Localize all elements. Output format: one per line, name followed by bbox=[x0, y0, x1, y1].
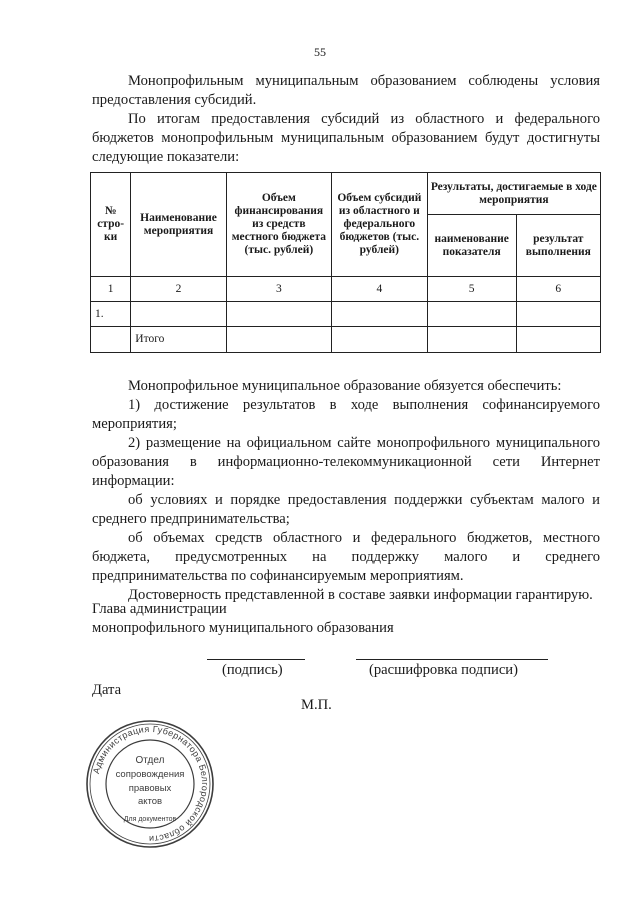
table-row-total bbox=[91, 327, 601, 353]
number-cell: 5 bbox=[427, 277, 516, 302]
header-local-budget: Объем финансирования из средств местного бюджета (тыс. рублей) bbox=[226, 173, 331, 277]
stamp-line-4: актов bbox=[137, 796, 163, 807]
stamp-line-1: Отдел bbox=[135, 755, 165, 766]
signature-label: (подпись) bbox=[222, 662, 283, 678]
table-cell bbox=[226, 327, 331, 353]
row-number-cell: 1. bbox=[91, 302, 131, 327]
signature-decoding-line bbox=[356, 659, 548, 660]
obligation-subitem-2: об объемах средств областного и федерального бюджетов, местного бюджета, предусмотренных на поддержку малого и среднего предпринимательства по софинансируемым мероприятиям. bbox=[92, 530, 600, 584]
table-cell bbox=[226, 302, 331, 327]
number-cell: 3 bbox=[226, 277, 331, 302]
head-title-line-1: Глава администрации bbox=[92, 601, 227, 617]
table-cell bbox=[516, 302, 600, 327]
page-number: 55 bbox=[314, 45, 326, 59]
stamp-ring-text: Администрация Губернатора Белгородской области bbox=[91, 723, 211, 845]
table-cell bbox=[91, 327, 131, 353]
obligations-intro: Монопрофильное муниципальное образование обязуется обеспечить: bbox=[128, 378, 562, 394]
seal-place-label: М.П. bbox=[301, 697, 332, 713]
header-row-number: № стро- ки bbox=[91, 173, 131, 277]
number-cell: 1 bbox=[91, 277, 131, 302]
header-results: Результаты, достигаемые в ходе мероприятия bbox=[427, 173, 600, 215]
stamp-line-2: сопровождения bbox=[115, 769, 185, 780]
obligation-item-2: 2) размещение на официальном сайте монопрофильного муниципального образования в информационно-телекоммуникационной сети Интернет информации: bbox=[92, 435, 600, 489]
paragraph-conditions: Монопрофильным муниципальным образованием соблюдены условия предоставления субсидий. bbox=[92, 73, 600, 108]
header-result-value: результат выполнения bbox=[516, 215, 600, 277]
guarantee-statement: Достоверность представленной в составе заявки информации гарантирую. bbox=[128, 587, 593, 603]
indicators-table bbox=[90, 172, 601, 353]
stamp-line-3: правовых bbox=[128, 783, 172, 794]
table-cell bbox=[131, 302, 226, 327]
table-cell bbox=[427, 327, 516, 353]
obligations-block bbox=[92, 377, 600, 605]
number-cell: 4 bbox=[331, 277, 427, 302]
number-cell: 2 bbox=[131, 277, 226, 302]
signature-decoding-label: (расшифровка подписи) bbox=[369, 662, 518, 678]
head-of-administration bbox=[92, 600, 600, 638]
table-row-numbers bbox=[91, 277, 601, 302]
table-cell bbox=[427, 302, 516, 327]
official-stamp bbox=[84, 718, 216, 850]
table-row bbox=[91, 302, 601, 327]
obligation-subitem-1: об условиях и порядке предоставления поддержки субъектам малого и среднего предпринимательства; bbox=[92, 492, 600, 527]
number-cell: 6 bbox=[516, 277, 600, 302]
table-cell bbox=[331, 327, 427, 353]
intro-paragraphs bbox=[92, 72, 600, 167]
signature-line bbox=[207, 659, 305, 660]
table-cell bbox=[331, 302, 427, 327]
paragraph-indicators: По итогам предоставления субсидий из областного и федерального бюджетов монопрофильным муниципальным образованием будут достигнуты следующие показатели: bbox=[92, 111, 600, 165]
obligation-item-1: 1) достижение результатов в ходе выполнения софинансируемого мероприятия; bbox=[92, 397, 600, 432]
header-regional-subsidy: Объем субсидий из областного и федерального бюджетов (тыс. рублей) bbox=[331, 173, 427, 277]
stamp-bottom-text: Для документов bbox=[123, 816, 177, 823]
table-cell bbox=[516, 327, 600, 353]
header-activity-name: Наименование мероприятия bbox=[131, 173, 226, 277]
total-label-cell: Итого bbox=[131, 327, 226, 353]
header-indicator-name: наименование показателя bbox=[427, 215, 516, 277]
head-title-line-2: монопрофильного муниципального образования bbox=[92, 620, 394, 636]
date-label: Дата bbox=[92, 682, 122, 698]
